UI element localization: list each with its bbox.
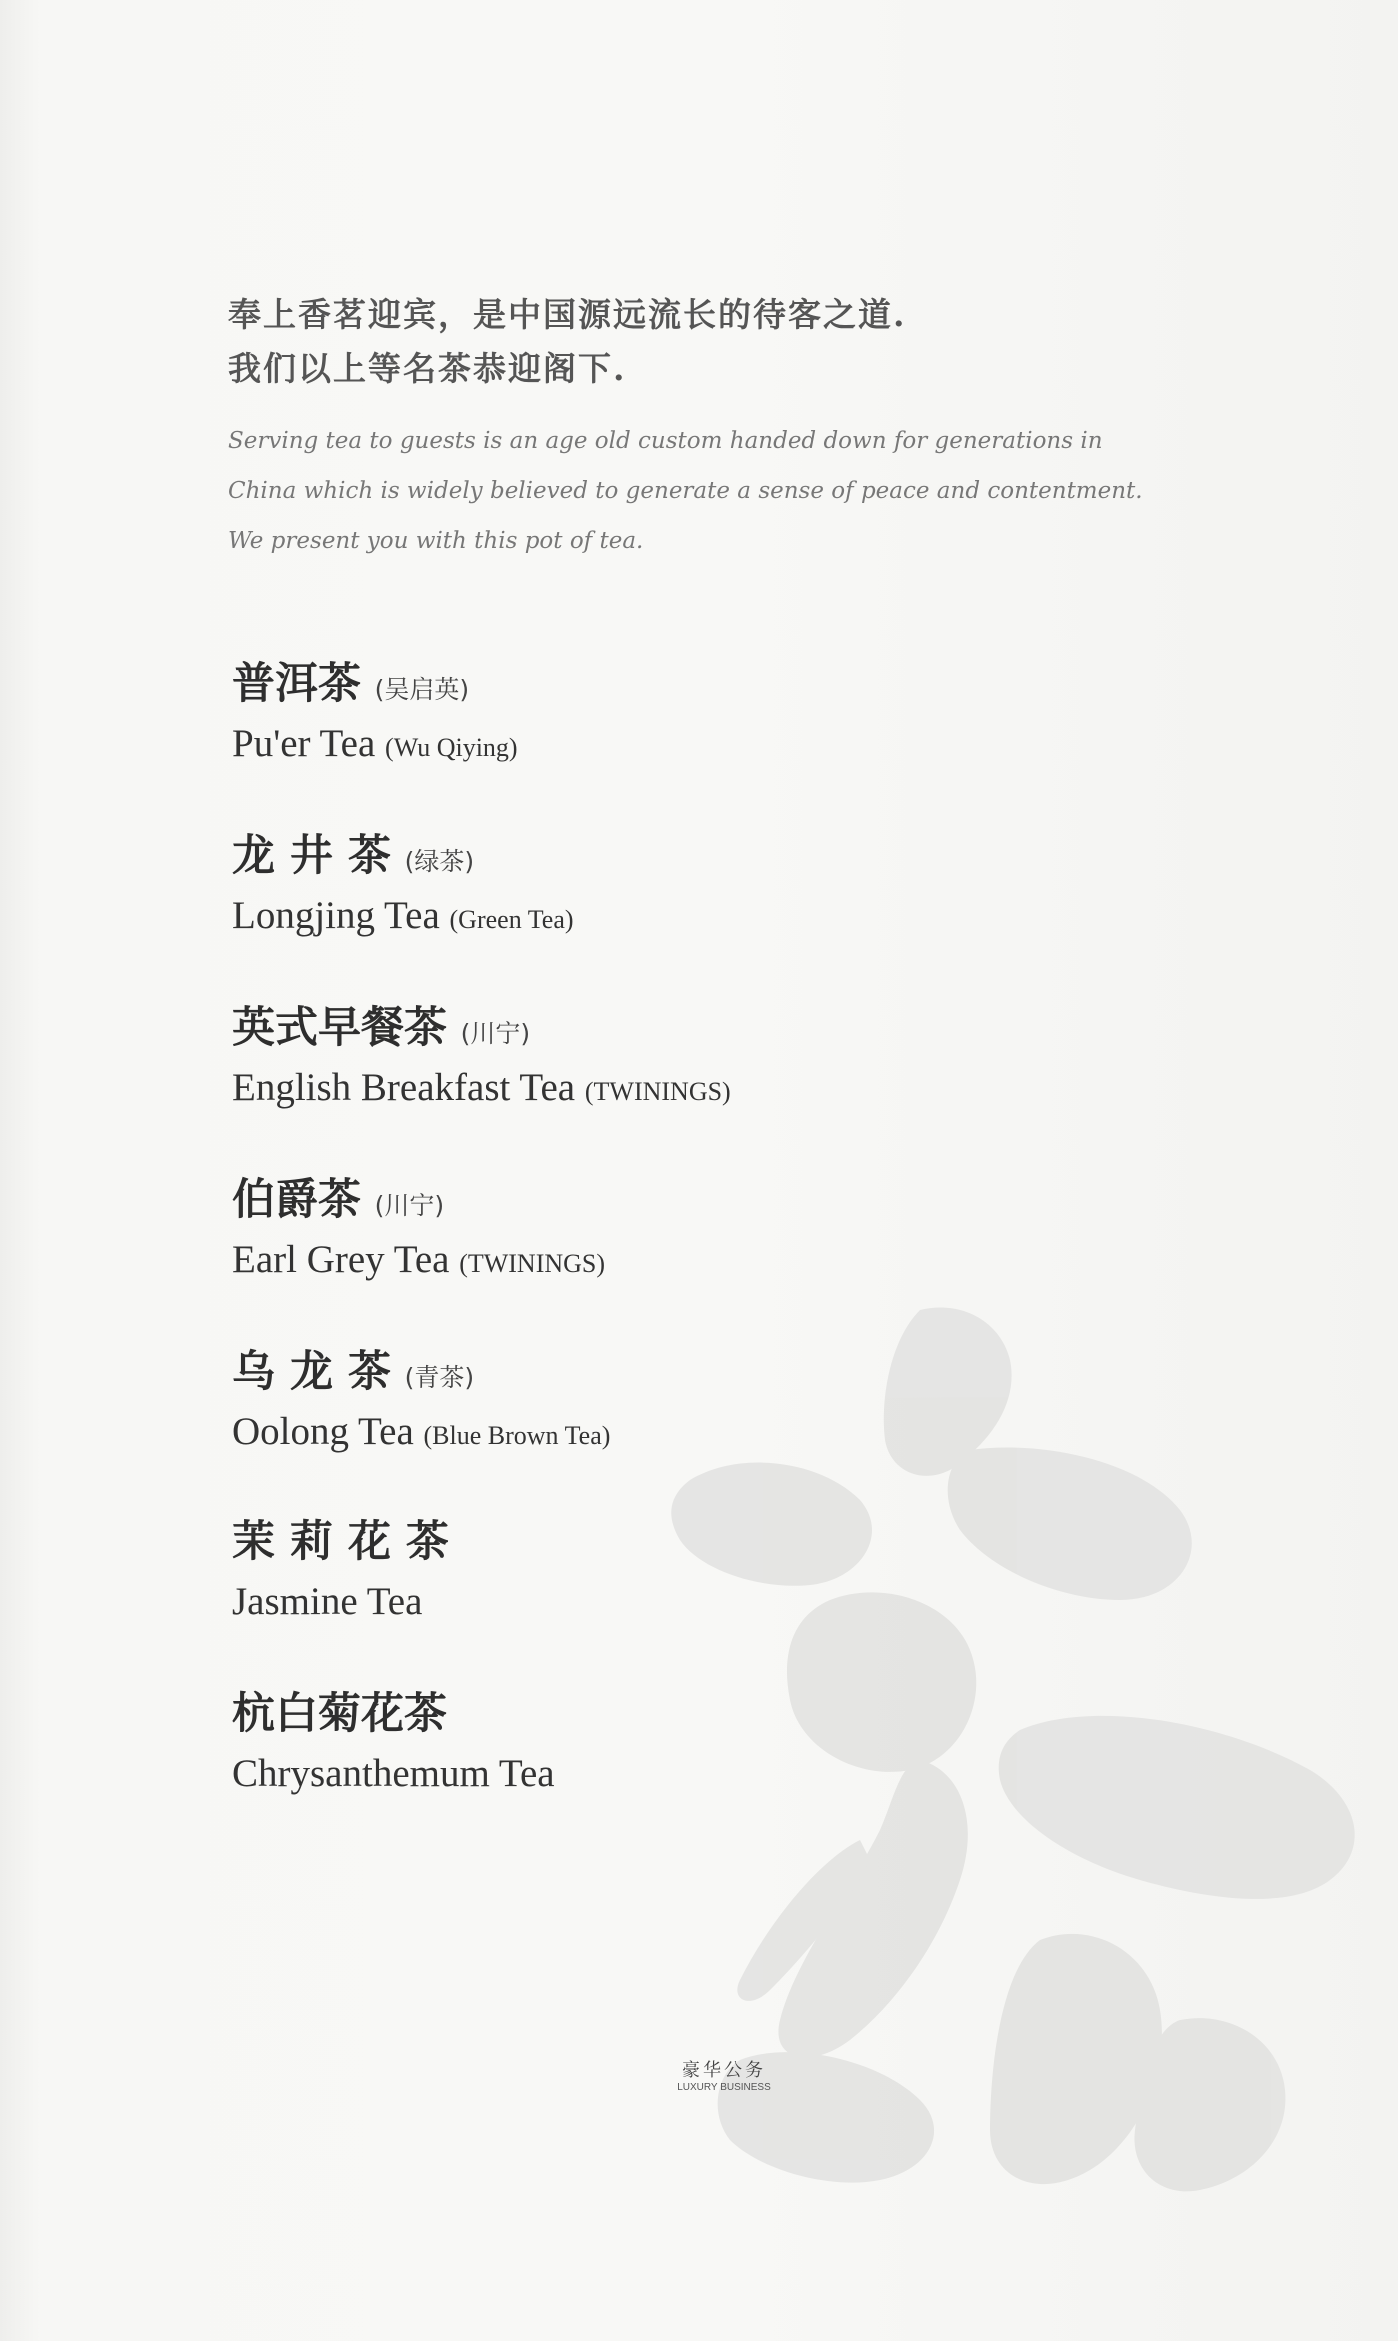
menu-item-earl-grey [232,1171,1132,1343]
tea-menu [232,655,1132,1857]
tea-note-chinese: (吴启英) [374,675,470,704]
tea-name-chinese: 杭白菊花茶 [232,1689,447,1739]
intro-chinese-line-2: 我们以上等名茶恭迎阁下. [228,349,627,388]
intro-english-line-3: We present you with this pot of tea. [228,528,644,554]
tea-note-chinese: (川宁) [374,1191,445,1220]
tea-note-chinese: (绿茶) [404,847,475,876]
tea-name-english: Pu'er Tea [232,722,376,765]
menu-item-chrysanthemum [232,1685,1132,1857]
tea-name-english: Jasmine Tea [232,1580,423,1623]
menu-item-oolong [232,1343,1132,1513]
menu-item-puer [232,655,1132,827]
tea-name-chinese: 龙 井 茶 [232,831,391,881]
tea-note-english: (Blue Brown Tea) [423,1421,611,1450]
intro-english-text [228,416,1228,566]
brand-logo-chinese: 豪华公务 [682,2060,766,2081]
tea-note-chinese: (川宁) [460,1019,531,1048]
tea-name-chinese: 英式早餐茶 [232,1003,447,1053]
tea-name-english: Earl Grey Tea [232,1238,450,1281]
tea-name-chinese: 乌 龙 茶 [232,1347,391,1397]
menu-item-jasmine [232,1513,1132,1685]
intro-section [228,288,1228,566]
menu-item-longjing [232,827,1132,999]
tea-name-chinese: 伯爵茶 [232,1175,361,1225]
tea-name-chinese: 普洱茶 [232,659,361,709]
tea-note-english: (Wu Qiying) [385,733,518,762]
intro-chinese-line-1: 奉上香茗迎宾，是中国源远流长的待客之道. [228,295,907,334]
menu-item-english-breakfast [232,999,1132,1171]
tea-note-english: (TWININGS) [584,1077,731,1106]
tea-name-english: English Breakfast Tea [232,1066,576,1109]
tea-name-chinese: 茉 莉 花 茶 [232,1517,449,1567]
tea-note-chinese: (青茶) [404,1363,475,1392]
tea-note-english: (TWININGS) [459,1249,606,1278]
tea-name-english: Oolong Tea [232,1410,414,1453]
intro-english-line-1: Serving tea to guests is an age old custom handed down for generations in [228,428,1103,454]
tea-note-english: (Green Tea) [449,905,574,934]
tea-name-english: Longjing Tea [232,894,440,937]
intro-english-line-2: China which is widely believed to generate a sense of peace and contentment. [228,478,1143,504]
brand-logo-english: LUXURY BUSINESS [677,2082,771,2093]
brand-logo [664,2060,784,2094]
tea-name-english: Chrysanthemum Tea [232,1752,555,1795]
